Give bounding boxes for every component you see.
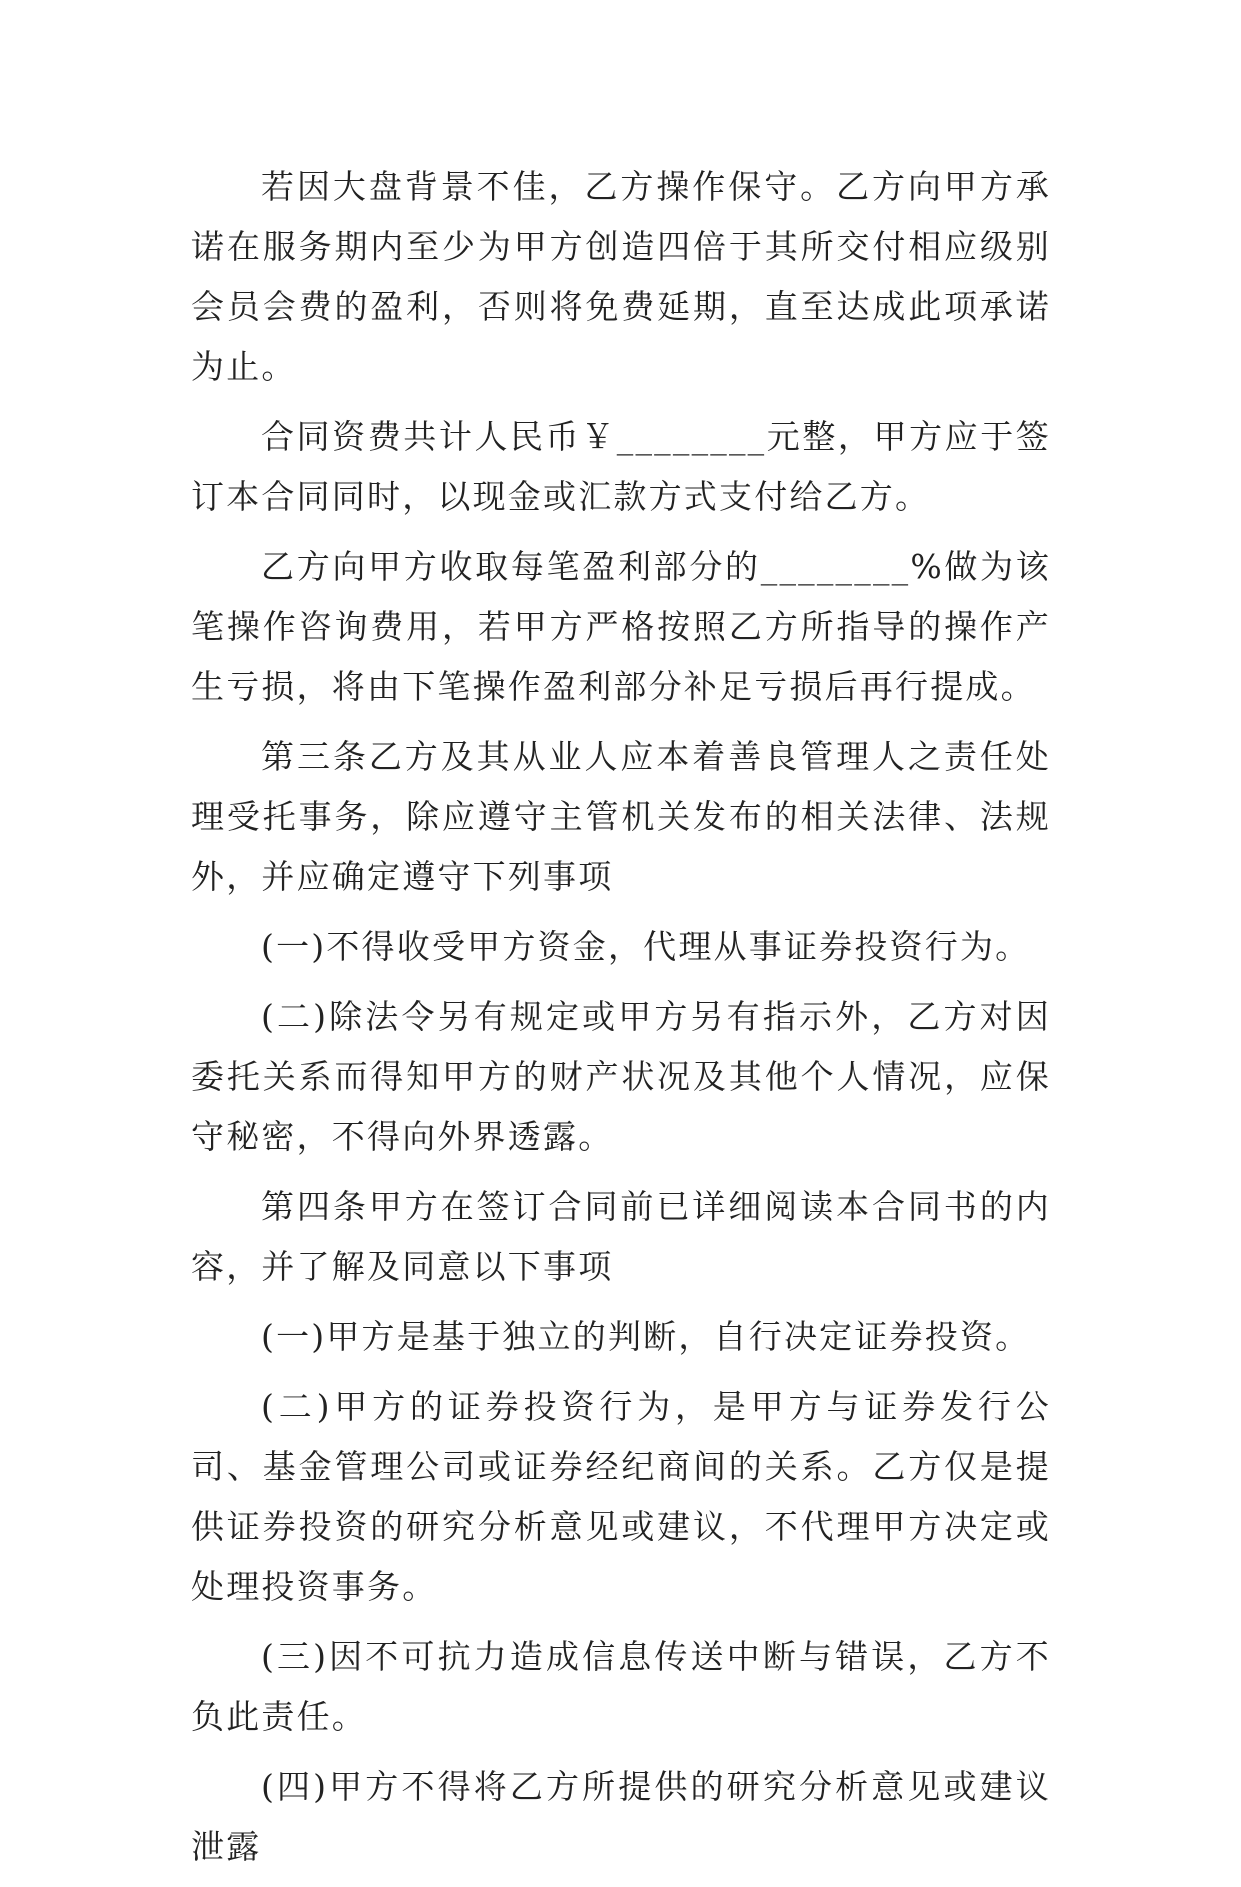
- paragraph-article-three: 第三条乙方及其从业人应本着善良管理人之责任处理受托事务，除应遵守主管机关发布的相关法律、法规外，并应确定遵守下列事项: [191, 737, 1051, 896]
- paragraph-article-four: 第四条甲方在签订合同前已详细阅读本合同书的内容，并了解及同意以下事项: [191, 1187, 1051, 1286]
- paragraph-contract-fee: 合同资费共计人民币￥________元整，甲方应于签订本合同同时，以现金或汇款方式支付给乙方。: [191, 417, 1051, 516]
- paragraph-article-three-item-1: (一)不得收受甲方资金，代理从事证券投资行为。: [261, 927, 1031, 966]
- paragraph-article-four-item-4: (四)甲方不得将乙方所提供的研究分析意见或建议泄露: [191, 1767, 1051, 1866]
- paragraph-market-commitment: 若因大盘背景不佳，乙方操作保守。乙方向甲方承诺在服务期内至少为甲方创造四倍于其所交付相应级别会员会费的盈利，否则将免费延期，直至达成此项承诺为止。: [191, 167, 1051, 386]
- paragraph-article-four-item-2: (二)甲方的证券投资行为，是甲方与证券发行公司、基金管理公司或证券经纪商间的关系。乙方仅是提供证券投资的研究分析意见或建议，不代理甲方决定或处理投资事务。: [191, 1387, 1051, 1606]
- paragraph-article-four-item-3: (三)因不可抗力造成信息传送中断与错误，乙方不负此责任。: [191, 1637, 1051, 1736]
- document-body: [191, 157, 1051, 1887]
- paragraph-profit-share: 乙方向甲方收取每笔盈利部分的________%做为该笔操作咨询费用，若甲方严格按照乙方所指导的操作产生亏损，将由下笔操作盈利部分补足亏损后再行提成。: [191, 547, 1051, 706]
- paragraph-article-three-item-2: (二)除法令另有规定或甲方另有指示外，乙方对因委托关系而得知甲方的财产状况及其他个人情况，应保守秘密，不得向外界透露。: [191, 997, 1051, 1156]
- paragraph-article-four-item-1: (一)甲方是基于独立的判断，自行决定证券投资。: [261, 1317, 1031, 1356]
